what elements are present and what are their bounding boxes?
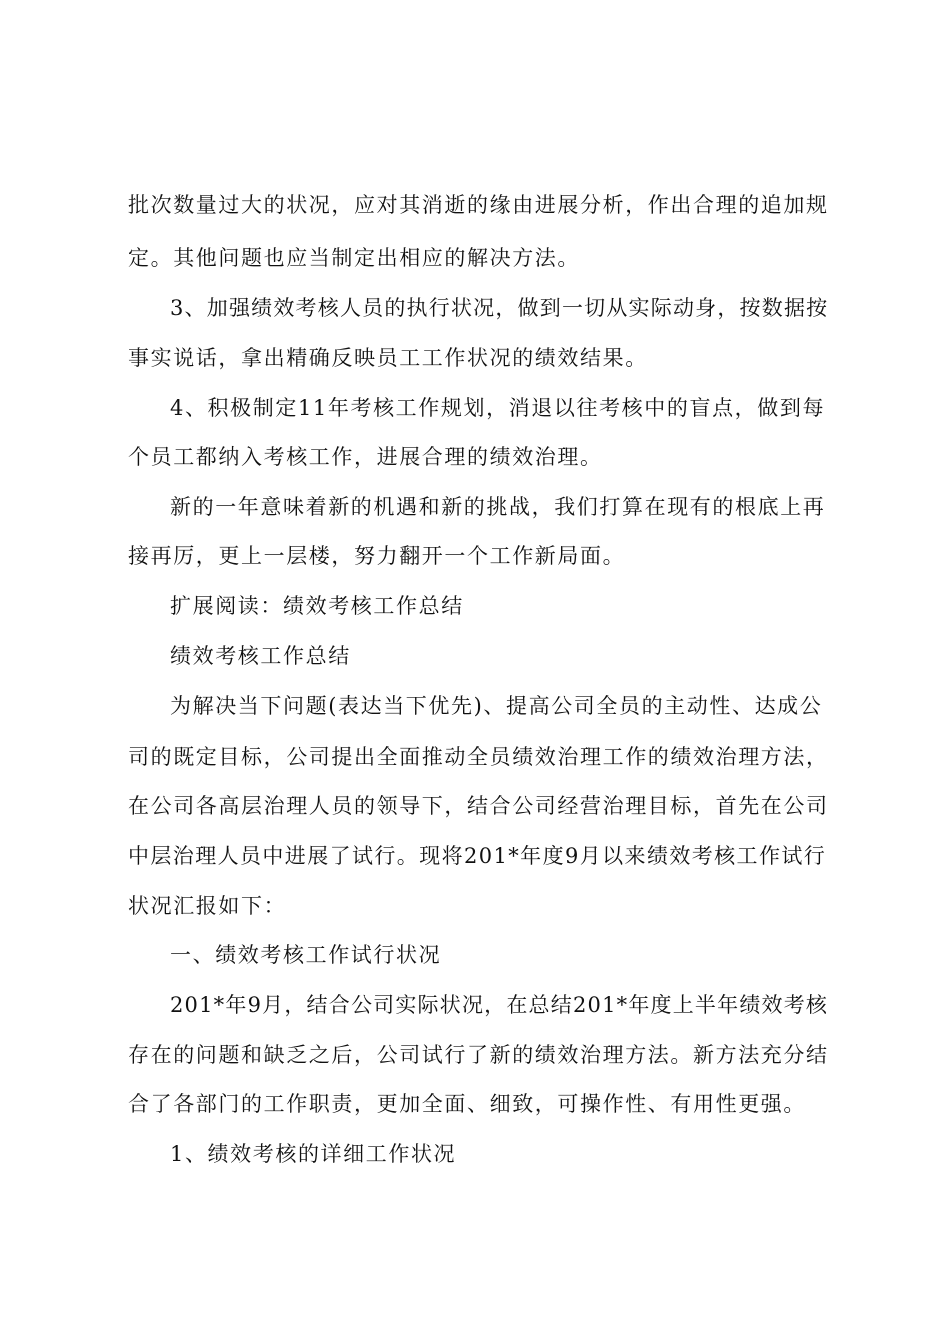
text-line: 接再厉，更上一层楼，努力翻开一个工作新局面。 — [128, 544, 626, 568]
text-line: 4、积极制定11年考核工作规划，消退以往考核中的盲点，做到每 — [170, 396, 826, 420]
text-line: 扩展阅读：绩效考核工作总结 — [170, 594, 464, 618]
text-line: 存在的问题和缺乏之后，公司试行了新的绩效治理方法。新方法充分结 — [128, 1043, 829, 1067]
text-line: 在公司各高层治理人员的领导下，结合公司经营治理目标，首先在公司 — [128, 794, 829, 818]
text-line: 批次数量过大的状况，应对其消逝的缘由进展分析，作出合理的追加规 — [128, 193, 829, 217]
text-line: 绩效考核工作总结 — [170, 644, 351, 668]
text-line: 201*年9月，结合公司实际状况，在总结201*年度上半年绩效考核 — [170, 993, 829, 1017]
text-line: 合了各部门的工作职责，更加全面、细致，可操作性、有用性更强。 — [128, 1092, 806, 1116]
text-line: 1、绩效考核的详细工作状况 — [170, 1142, 457, 1166]
text-line: 一、绩效考核工作试行状况 — [170, 943, 442, 967]
text-line: 中层治理人员中进展了试行。现将201*年度9月以来绩效考核工作试行 — [128, 844, 827, 868]
text-line: 定。其他问题也应当制定出相应的解决方法。 — [128, 246, 580, 270]
text-line: 状况汇报如下： — [128, 894, 287, 918]
text-line: 事实说话，拿出精确反映员工工作状况的绩效结果。 — [128, 346, 648, 370]
text-line: 3、加强绩效考核人员的执行状况，做到一切从实际动身，按数据按 — [170, 296, 829, 320]
text-line: 个员工都纳入考核工作，进展合理的绩效治理。 — [128, 445, 603, 469]
text-line: 司的既定目标，公司提出全面推动全员绩效治理工作的绩效治理方法， — [128, 745, 829, 769]
text-line: 为解决当下问题(表达当下优先)、提高公司全员的主动性、达成公 — [170, 694, 823, 718]
text-line: 新的一年意味着新的机遇和新的挑战，我们打算在现有的根底上再 — [170, 495, 826, 519]
